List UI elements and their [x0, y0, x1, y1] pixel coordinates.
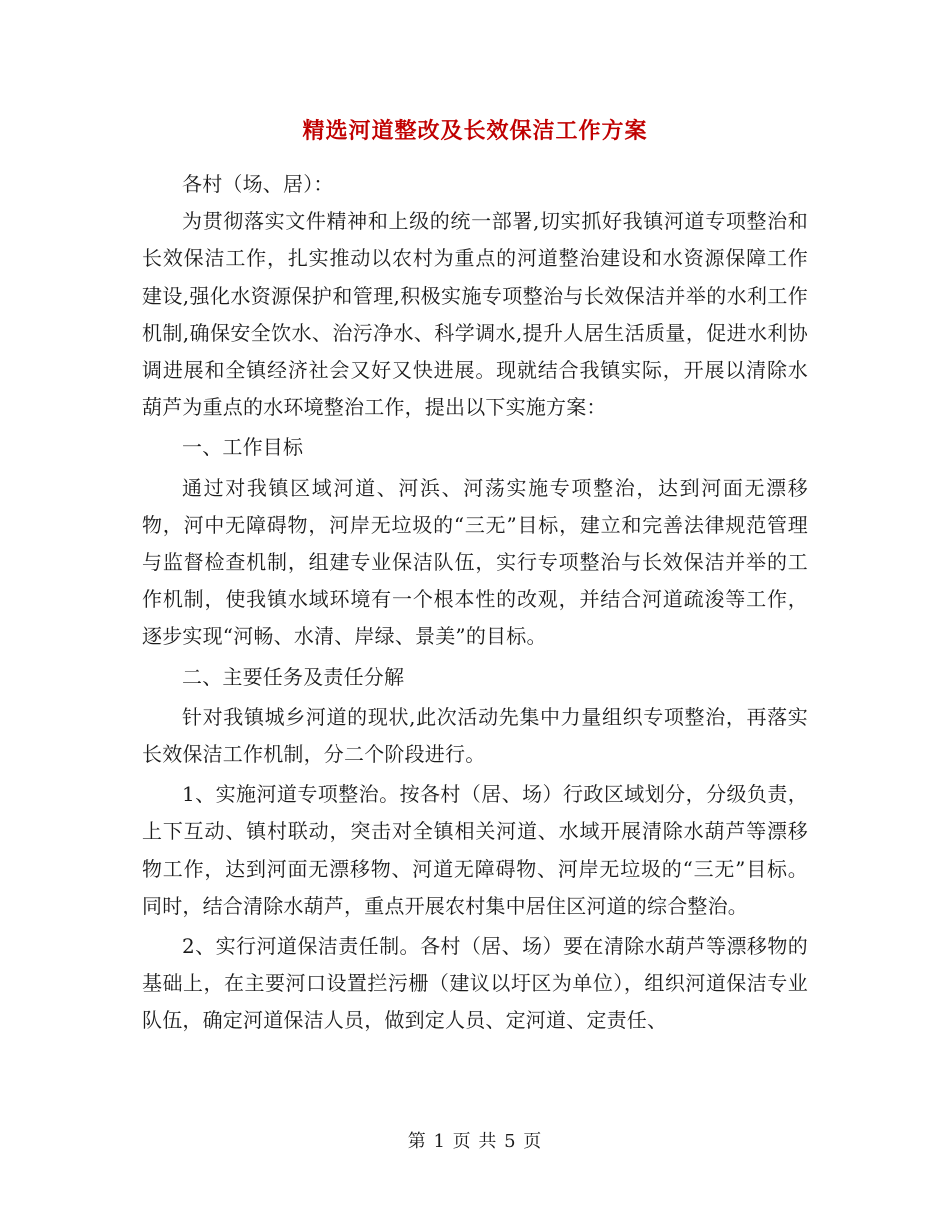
- salutation: 各村（场、居）：: [182, 172, 334, 196]
- document-body: [142, 166, 808, 1040]
- section-1-heading: 一、工作目标: [182, 435, 304, 460]
- section-1-paragraph: 通过对我镇区域河道、河浜、河荡实施专项整治，达到河面无漂移物，河中无障碍物，河岸无垃圾的“三无”目标，建立和完善法律规范管理与监督检查机制，组建专业保洁队伍，实行专项整治与长效保洁并举的工作机制，使我镇水域环境有一个根本性的改观，并结合河道疏浚等工作，逐步实现“河畅、水清、岸绿、景美”的目标。: [142, 475, 808, 649]
- page-number-footer: 第 1 页 共 5 页: [407, 1131, 543, 1152]
- section-2-intro-paragraph: 针对我镇城乡河道的现状,此次活动先集中力量组织专项整治，再落实长效保洁工作机制，分二个阶段进行。: [142, 704, 808, 767]
- intro-paragraph: 为贯彻落实文件精神和上级的统一部署,切实抓好我镇河道专项整治和长效保洁工作，扎实推动以农村为重点的河道整治建设和水资源保障工作建设,强化水资源保护和管理,积极实施专项整治与长效保洁并举的水利工作机制,确保安全饮水、治污净水、科学调水,提升人居生活质量，促进水利协调进展和全镇经济社会又好又快进展。现就结合我镇实际，开展以清除水葫芦为重点的水环境整治工作，提出以下实施方案：: [142, 209, 808, 420]
- task-item-2: 2、实行河道保洁责任制。各村（居、场）要在清除水葫芦等漂移物的基础上，在主要河口设置拦污栅（建议以圩区为单位），组织河道保洁专业队伍，确定河道保洁人员，做到定人员、定河道、定责任、: [142, 934, 808, 1033]
- task-item-1: 1、实施河道专项整治。按各村（居、场）行政区域划分，分级负责，上下互动、镇村联动，突击对全镇相关河道、水域开展清除水葫芦等漂移物工作，达到河面无漂移物、河道无障碍物、河岸无垃圾的“三无”目标。同时，结合清除水葫芦，重点开展农村集中居住区河道的综合整治。: [142, 782, 808, 918]
- section-2-heading: 二、主要任务及责任分解: [182, 664, 405, 689]
- document-title: 精选河道整改及长效保洁工作方案: [302, 118, 648, 144]
